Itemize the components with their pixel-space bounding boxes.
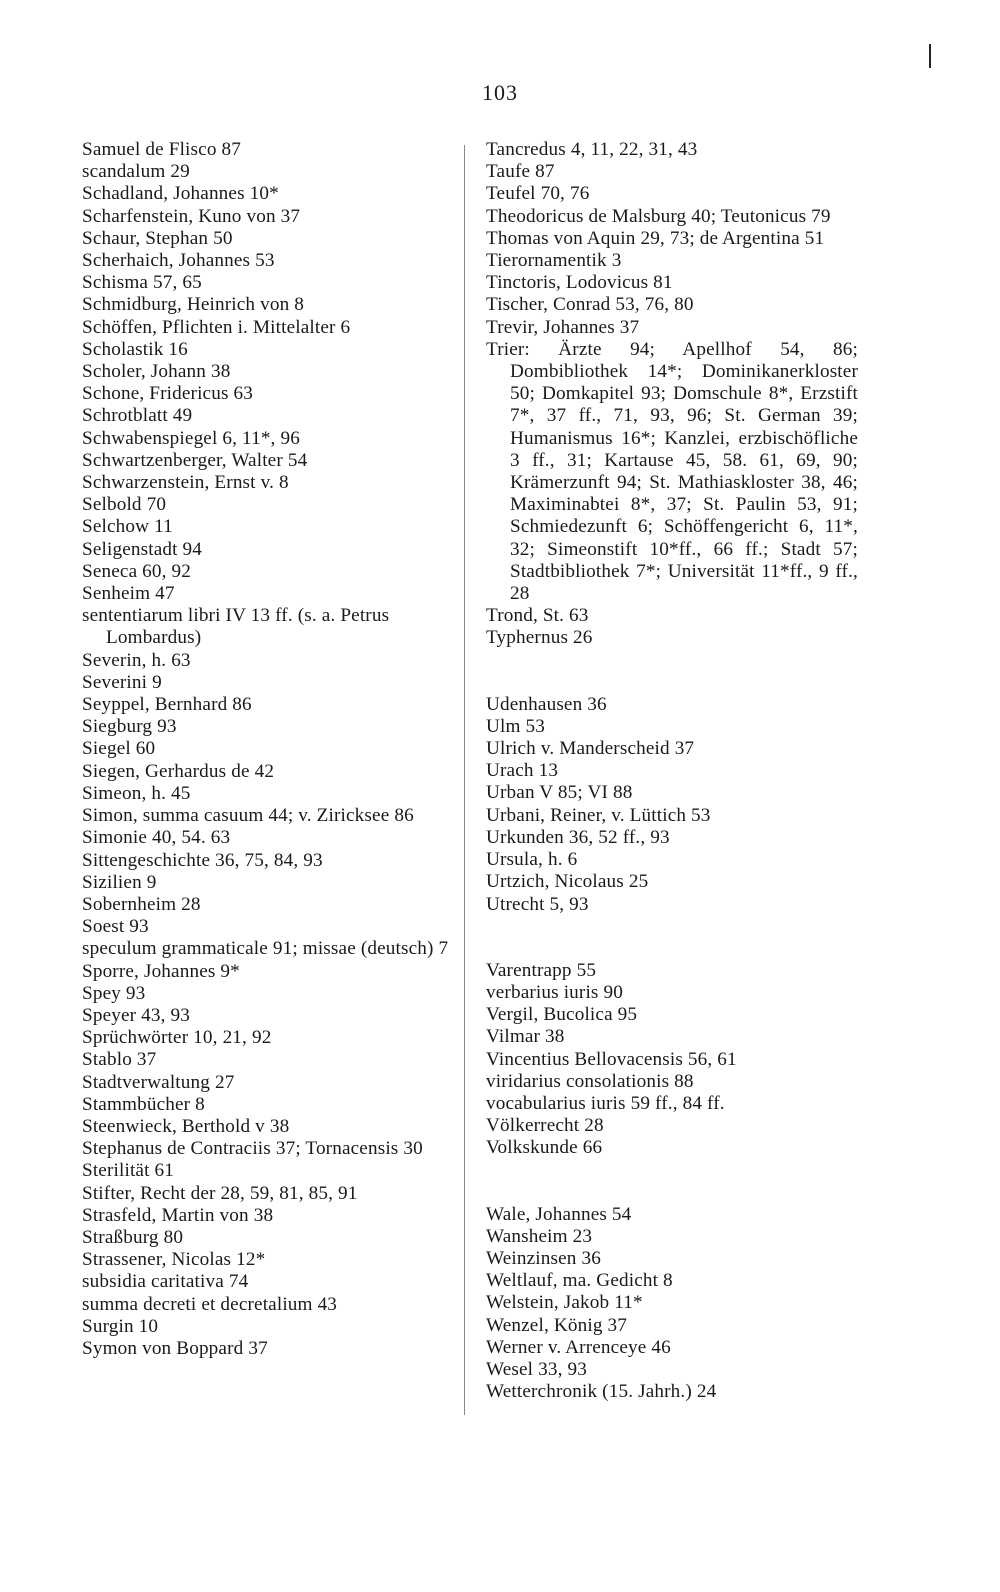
index-entry: Schwarzenstein, Ernst v. 8 <box>82 472 289 494</box>
index-entry: Spey 93 <box>82 982 146 1004</box>
index-entry: Werner v. Arrenceye 46 <box>486 1336 671 1358</box>
index-entry: Schöffen, Pflichten i. Mittelalter 6 <box>82 316 351 338</box>
index-entry: Soest 93 <box>82 916 149 938</box>
index-entry: Sizilien 9 <box>82 871 157 893</box>
index-entry: Stadtverwaltung 27 <box>82 1071 235 1093</box>
index-entry: Welstein, Jakob 11* <box>486 1292 643 1314</box>
index-entry: Urban V 85; VI 88 <box>486 782 633 804</box>
index-entry: Samuel de Flisco 87 <box>82 139 242 160</box>
index-entry: Sporre, Johannes 9* <box>82 960 240 982</box>
index-entry: Seneca 60, 92 <box>82 560 192 582</box>
index-column-right <box>486 139 858 1403</box>
index-entry-trier: Trier: Ärzte 94; Apellhof 54, 86; Dombibliothek 14*; Dominikanerkloster 50; Domkapitel 93; Domschule 8*, Erzstift 7*, 37 ff., 71, 93, 96; St. German 39; Humanismus 16*; Kanzlei, erzbischöfliche 3 ff., 31; Kartause 45, 58. 61, 69, 90; Krämerzunft 94; St. Mathiaskloster 38, 46; Maximinabtei 8*, 37; St. Paulin 53, 91; Schmiedezunft 6; Schöffengericht 6, 11*, 32; Simeonstift 10*ff., 66 ff.; Stadt 57; Stadtbibliothek 7*; Universität 11*ff., 9 ff., 28 <box>486 338 858 605</box>
index-entry: Steenwieck, Berthold v 38 <box>82 1115 290 1137</box>
index-entry: Simeon, h. 45 <box>82 782 191 804</box>
index-entry: Siegel 60 <box>82 738 156 760</box>
index-entry: Stephanus de Contraciis 37; Tornacensis 30 <box>82 1138 423 1160</box>
index-entry: Stammbücher 8 <box>82 1093 205 1115</box>
index-entry: Siegen, Gerhardus de 42 <box>82 760 275 782</box>
index-entry: Surgin 10 <box>82 1315 159 1337</box>
index-entry: Ursula, h. 6 <box>486 849 578 871</box>
index-entry: Wansheim 23 <box>486 1225 593 1247</box>
index-entry: Symon von Boppard 37 <box>82 1337 268 1359</box>
index-entry: Seligenstadt 94 <box>82 538 203 560</box>
index-entry: Scherhaich, Johannes 53 <box>82 250 275 272</box>
group-spacer <box>486 1160 858 1182</box>
index-entry: viridarius consolationis 88 <box>486 1070 694 1092</box>
index-entry: Schwartzenberger, Walter 54 <box>82 449 308 471</box>
index-entry: Senheim 47 <box>82 583 175 605</box>
index-entry: Thomas von Aquin 29, 73; de Argentina 51 <box>486 227 825 249</box>
index-entry: Vergil, Bucolica 95 <box>486 1004 638 1026</box>
index-entry: Stifter, Recht der 28, 59, 81, 85, 91 <box>82 1182 358 1204</box>
index-entry: Urtzich, Nicolaus 25 <box>486 871 649 893</box>
index-entry: Wesel 33, 93 <box>486 1358 587 1380</box>
group-spacer <box>486 916 858 938</box>
index-entry: speculum grammaticale 91; missae (deutsch) 7 <box>82 938 449 960</box>
index-entry: Weltlauf, ma. Gedicht 8 <box>486 1270 673 1292</box>
index-entry: vocabularius iuris 59 ff., 84 ff. <box>486 1092 725 1114</box>
page-number: 103 <box>482 80 518 105</box>
index-entry: Wenzel, König 37 <box>486 1314 627 1336</box>
index-group-w <box>486 1204 858 1404</box>
index-entry: Schwabenspiegel 6, 11*, 96 <box>82 427 300 449</box>
index-entry: Seyppel, Bernhard 86 <box>82 694 252 716</box>
index-entry: Selchow 11 <box>82 516 173 538</box>
index-entry: Sprüchwörter 10, 21, 92 <box>82 1027 272 1049</box>
index-entry: Strasfeld, Martin von 38 <box>82 1204 274 1226</box>
index-entry: Tierornamentik 3 <box>486 250 622 272</box>
index-entry: Simon, summa casuum 44; v. Ziricksee 86 <box>82 805 414 827</box>
index-group-u <box>486 694 858 916</box>
index-entry: Taufe 87 <box>486 161 555 183</box>
index-entry: Speyer 43, 93 <box>82 1004 190 1026</box>
margin-mark <box>929 44 931 68</box>
index-entry: Typhernus 26 <box>486 627 593 649</box>
index-entry: Ulrich v. Manderscheid 37 <box>486 738 695 760</box>
index-entry: Scharfenstein, Kuno von 37 <box>82 205 301 227</box>
index-entry: Tischer, Conrad 53, 76, 80 <box>486 294 694 316</box>
index-group-t <box>486 139 858 650</box>
index-entry: Vincentius Bellovacensis 56, 61 <box>486 1048 737 1070</box>
group-spacer <box>486 938 858 960</box>
index-entry: Schrotblatt 49 <box>82 405 193 427</box>
index-entry: Strassener, Nicolas 12* <box>82 1249 266 1271</box>
index-entry: Scholer, Johann 38 <box>82 361 231 383</box>
group-spacer <box>486 672 858 694</box>
index-entry: Stablo 37 <box>82 1049 157 1071</box>
index-entry: Varentrapp 55 <box>486 959 597 981</box>
index-entry: Ulm 53 <box>486 715 545 737</box>
group-spacer <box>486 1182 858 1204</box>
index-entry: Schone, Fridericus 63 <box>82 383 254 405</box>
index-entry: Selbold 70 <box>82 494 167 516</box>
index-entry: scandalum 29 <box>82 161 190 183</box>
index-entry: Urach 13 <box>486 760 559 782</box>
index-entry: Utrecht 5, 93 <box>486 893 589 915</box>
index-entry: Schadland, Johannes 10* <box>82 183 279 205</box>
index-entry: Tancredus 4, 11, 22, 31, 43 <box>486 139 698 160</box>
group-spacer <box>486 650 858 672</box>
index-entry: Tinctoris, Lodovicus 81 <box>486 272 673 294</box>
index-entry: Sittengeschichte 36, 75, 84, 93 <box>82 849 323 871</box>
index-group-v <box>486 960 858 1160</box>
index-entry: Schmidburg, Heinrich von 8 <box>82 294 305 316</box>
index-entry: Weinzinsen 36 <box>486 1247 601 1269</box>
index-entry: Urkunden 36, 52 ff., 93 <box>486 826 670 848</box>
index-entry: summa decreti et decretalium 43 <box>82 1293 338 1315</box>
index-entry: Theodoricus de Malsburg 40; Teutonicus 79 <box>486 205 831 227</box>
index-entry: verbarius iuris 90 <box>486 981 623 1003</box>
index-entry: Simonie 40, 54. 63 <box>82 827 231 849</box>
index-entry: sententiarum libri IV 13 ff. (s. a. Petrus Lombardus) <box>82 605 390 649</box>
index-entry: subsidia caritativa 74 <box>82 1271 249 1293</box>
index-entry: Udenhausen 36 <box>486 693 607 715</box>
index-entry: Sobernheim 28 <box>82 893 201 915</box>
index-entry: Teufel 70, 76 <box>486 183 590 205</box>
index-entry: Schisma 57, 65 <box>82 272 202 294</box>
column-divider <box>464 145 465 1415</box>
index-entry: Vilmar 38 <box>486 1026 565 1048</box>
index-entry: Schaur, Stephan 50 <box>82 227 233 249</box>
index-entry: Siegburg 93 <box>82 716 177 738</box>
index-entry: Wetterchronik (15. Jahrh.) 24 <box>486 1381 717 1403</box>
index-entry: Severini 9 <box>82 671 162 693</box>
index-column-left <box>82 139 454 1360</box>
index-entry: Sterilität 61 <box>82 1160 175 1182</box>
index-entry: Volkskunde 66 <box>486 1137 603 1159</box>
index-entry: Urbani, Reiner, v. Lüttich 53 <box>486 804 711 826</box>
index-entry: Völkerrecht 28 <box>486 1115 604 1137</box>
index-entry: Straßburg 80 <box>82 1226 184 1248</box>
index-entry: Trevir, Johannes 37 <box>486 316 640 338</box>
index-entry: Severin, h. 63 <box>82 649 191 671</box>
index-entry: Trond, St. 63 <box>486 605 589 627</box>
index-entry: Wale, Johannes 54 <box>486 1203 632 1225</box>
index-entry: Scholastik 16 <box>82 338 188 360</box>
